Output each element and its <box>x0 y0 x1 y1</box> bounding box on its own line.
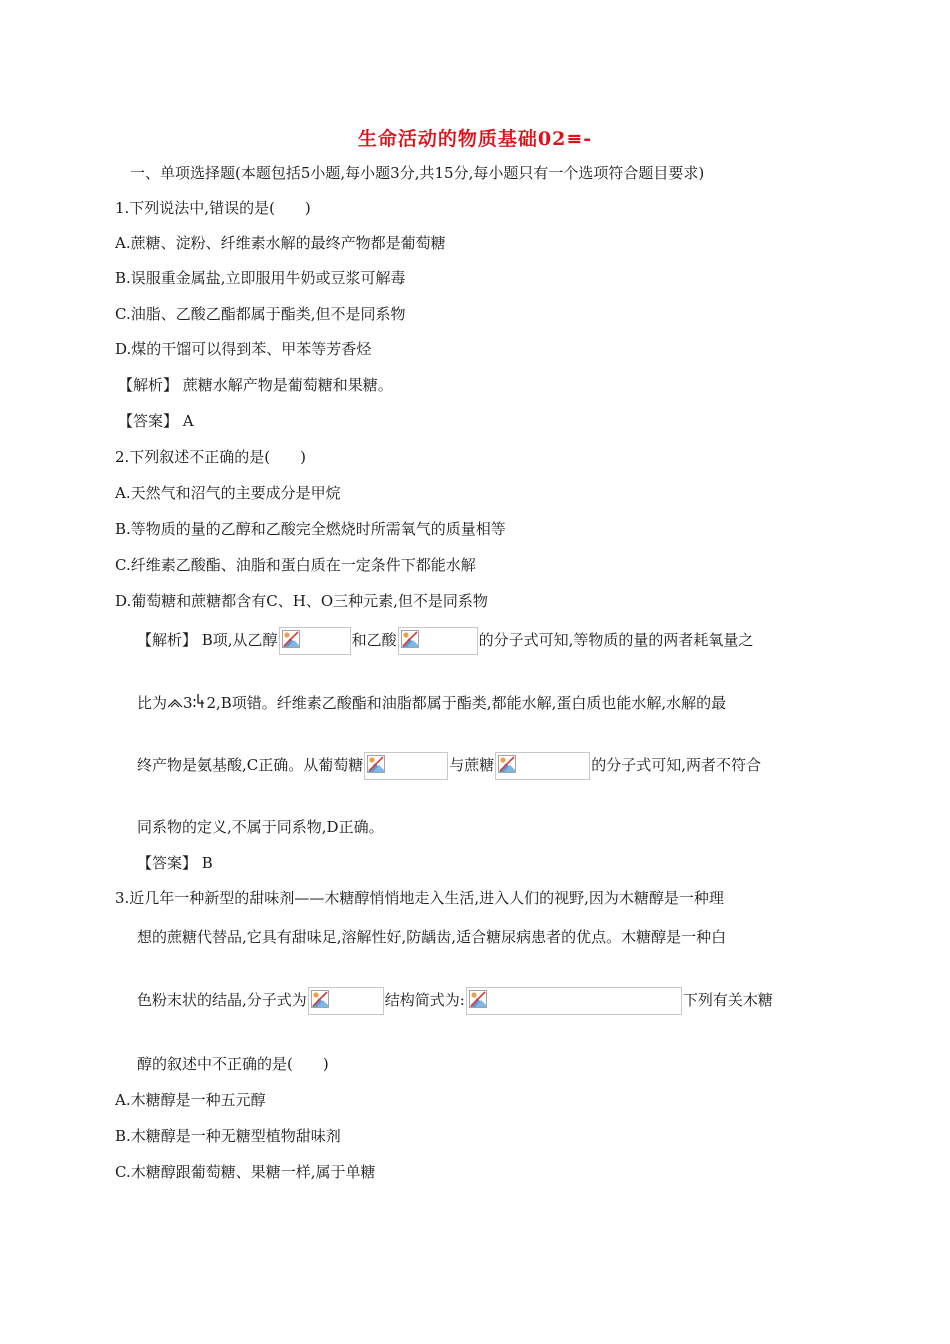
structure-image-xylitol <box>466 987 682 1015</box>
q3-option-c: C.木糖醇跟葡萄糖、果糖一样,属于单糖 <box>115 1163 376 1181</box>
q3-text: 结构简式为: <box>384 991 465 1009</box>
garbled-glyph-icon <box>167 693 183 715</box>
formula-image-ethanol <box>279 627 351 655</box>
q3-option-a: A.木糖醇是一种五元醇 <box>115 1091 266 1109</box>
q2-analysis-text: 与蔗糖 <box>449 756 495 774</box>
garbled-glyph-icon <box>196 693 206 715</box>
q2-analysis-text: 的分子式可知,等物质的量的两者耗氧量之 <box>478 631 754 649</box>
q2-analysis-text: 终产物是氨基酸,C正确。从葡萄糖 <box>137 756 364 774</box>
q3-option-b: B.木糖醇是一种无糖型植物甜味剂 <box>115 1127 341 1145</box>
q3-text: 色粉末状的结晶,分子式为 <box>137 991 307 1009</box>
q2-analysis-text: 和乙酸 <box>351 631 397 649</box>
q3-stem-line-3 <box>137 987 773 1015</box>
q2-analysis-line-4: 同系物的定义,不属于同系物,D正确。 <box>137 818 384 836</box>
q3-text: 下列有关木糖 <box>682 991 773 1009</box>
q1-option-a: A.蔗糖、淀粉、纤维素水解的最终产物都是葡萄糖 <box>115 234 446 252</box>
q2-answer: 【答案】 B <box>137 854 213 872</box>
broken-image-icon <box>367 755 385 773</box>
q1-answer: 【答案】 A <box>118 412 194 430</box>
q2-analysis-line-1 <box>137 627 753 655</box>
q3-stem-line-1: 3.近几年一种新型的甜味剂——木糖醇悄悄地走入生活,进入人们的视野,因为木糖醇是一种理 <box>115 889 724 907</box>
broken-image-icon <box>498 755 516 773</box>
broken-image-icon <box>282 630 300 648</box>
q2-option-c: C.纤维素乙酸酯、油脂和蛋白质在一定条件下都能水解 <box>115 556 476 574</box>
formula-image-acetic-acid <box>398 627 478 655</box>
page-title: 生命活动的物质基础02≡- <box>357 128 593 150</box>
q2-option-b: B.等物质的量的乙醇和乙酸完全燃烧时所需氧气的质量相等 <box>115 520 506 538</box>
broken-image-icon <box>401 630 419 648</box>
q2-analysis-text: 2,B项错。纤维素乙酸酯和油脂都属于酯类,都能水解,蛋白质也能水解,水解的最 <box>206 694 727 712</box>
formula-image-xylitol <box>308 987 384 1015</box>
q2-analysis-text: 比为 <box>137 694 168 712</box>
q1-stem: 1.下列说法中,错误的是( ) <box>115 199 311 217</box>
q2-option-a: A.天然气和沼气的主要成分是甲烷 <box>115 484 341 502</box>
formula-image-glucose <box>364 752 448 780</box>
q1-option-c: C.油脂、乙酸乙酯都属于酯类,但不是同系物 <box>115 305 406 323</box>
q3-stem-line-2: 想的蔗糖代替品,它具有甜味足,溶解性好,防龋齿,适合糖尿病患者的优点。木糖醇是一种白 <box>137 928 727 946</box>
formula-image-sucrose <box>495 752 590 780</box>
q2-analysis-text: 【解析】 B项,从乙醇 <box>137 631 278 649</box>
broken-image-icon <box>311 990 329 1008</box>
q3-stem-line-4: 醇的叙述中不正确的是( ) <box>137 1055 329 1073</box>
section-heading: 一、单项选择题(本题包括5小题,每小题3分,共15分,每小题只有一个选项符合题目要求) <box>130 164 705 182</box>
q2-analysis-text: 的分子式可知,两者不符合 <box>591 756 762 774</box>
q1-analysis: 【解析】 蔗糖水解产物是葡萄糖和果糖。 <box>118 376 393 394</box>
q1-option-b: B.误服重金属盐,立即服用牛奶或豆浆可解毒 <box>115 269 406 287</box>
q1-option-d: D.煤的干馏可以得到苯、甲苯等芳香烃 <box>115 340 372 358</box>
q2-analysis-text: 3∶ <box>183 694 197 712</box>
q2-analysis-line-2 <box>137 692 726 715</box>
broken-image-icon <box>469 990 487 1008</box>
q2-option-d: D.葡萄糖和蔗糖都含有C、H、O三种元素,但不是同系物 <box>115 592 488 610</box>
q2-stem: 2.下列叙述不正确的是( ) <box>115 448 307 466</box>
q2-analysis-line-3 <box>137 752 761 780</box>
